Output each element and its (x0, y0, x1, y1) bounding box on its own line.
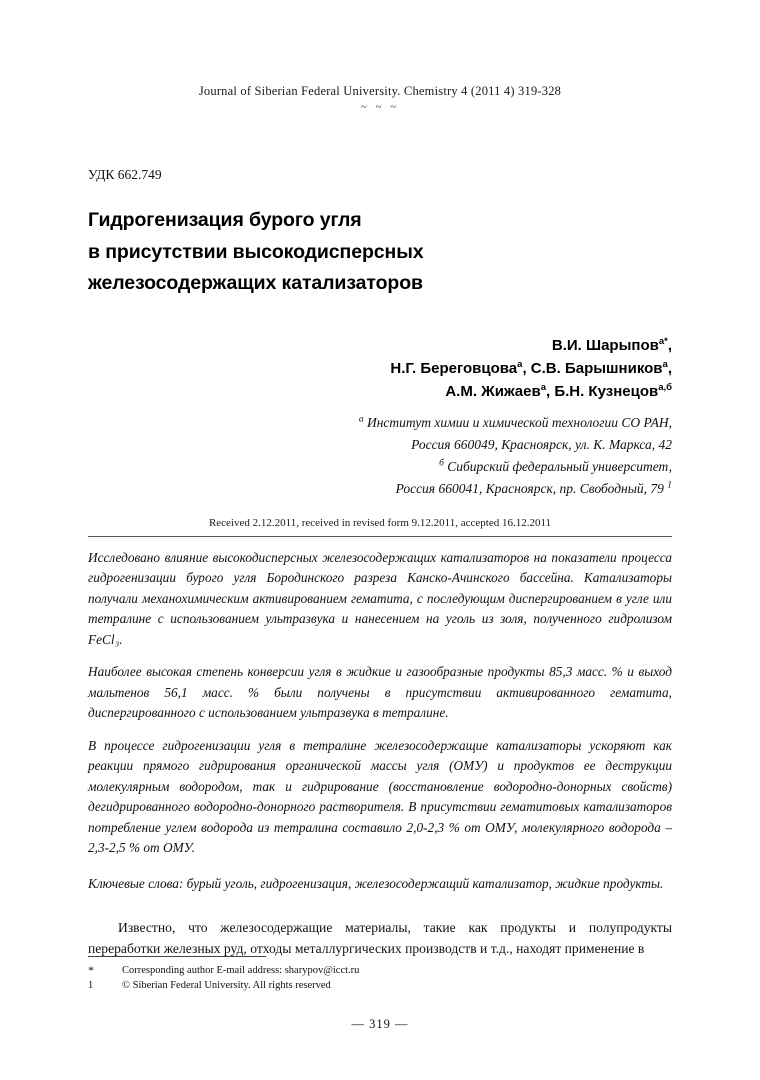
affiliation-a-line-1 (88, 412, 672, 434)
author-separator: , (667, 359, 672, 377)
author-separator: , (667, 336, 672, 354)
author-affil-marker: а* (658, 335, 668, 347)
footnote-marker: 1 (88, 980, 94, 992)
footnote-text: © Siberian Federal University. All rights reserved (122, 980, 331, 992)
footnote-rule (88, 956, 266, 957)
author-line-1 (88, 334, 672, 357)
footnote-marker: 1 (667, 480, 672, 491)
author-name: , С.В. Барышников (522, 359, 663, 377)
abstract-paragraph-2: Наиболее высокая степень конверсии угля в жидкие и газообразные продукты 85,3 масс. % и выход мальтенов 56,1 масс. % были получены в присутствии активированного гематита, диспергированного с использованием ультразвука в тетралине. (88, 664, 672, 721)
author-affil-marker: а (517, 358, 523, 370)
udk-code: УДК 662.749 (88, 167, 162, 182)
author-list (88, 334, 672, 404)
footnote-text: Corresponding author E-mail address: sharypov@icct.ru (122, 964, 360, 976)
affiliation-list (88, 412, 672, 499)
author-name: А.М. Жижаев (445, 383, 541, 401)
author-line-2 (88, 357, 672, 380)
ornament-divider: ~ ~ ~ (360, 101, 400, 113)
page-number: — 319 — (351, 1017, 409, 1031)
author-name: , Б.Н. Кузнецов (545, 383, 659, 401)
page-title (88, 205, 672, 300)
affiliation-b-line-2 (88, 478, 672, 500)
title-line-1: Гидрогенизация бурого угля (88, 209, 362, 231)
affiliation-b-line-1 (88, 456, 672, 478)
title-line-2: в присутствии высокодисперсных (88, 240, 424, 263)
received-dates: Received 2.12.2011, received in revised form 9.12.2011, accepted 16.12.2011 (208, 516, 552, 529)
author-affil-marker: а (662, 358, 668, 370)
affiliation-marker: б (439, 458, 444, 469)
journal-header: Journal of Siberian Federal University. Chemistry 4 (2011 4) 319-328 (198, 84, 562, 98)
affiliation-text: Сибирский федеральный университет, (447, 459, 672, 475)
author-name: В.И. Шарыпов (551, 336, 659, 354)
author-affil-marker: а (540, 382, 546, 394)
author-affil-marker: а,б (658, 382, 672, 394)
abstract-paragraph-1: Исследовано влияние высокодисперсных железосодержащих катализаторов на показатели процесса гидрогенизации бурого угля Бородинского разреза Канско-Ачинского бассейна. Катализаторы получали механохимическим активированием гематита, с последующим диспергированием в угле или тетралине с использованием ультразвука и нанесением на уголь из золя, полученного гидролизом FeCl₃. (88, 549, 672, 647)
footnote-copyright (88, 978, 672, 994)
body-paragraph: Известно, что железосодержащие материалы, такие как продукты и полупродукты переработки железных руд, отходы металлургических производств и т.д., находят применение в (88, 919, 672, 957)
abstract (88, 548, 672, 859)
title-line-3: железосодержащих катализаторов (88, 272, 423, 295)
footnote-marker: * (88, 962, 94, 977)
keywords: Ключевые слова: бурый уголь, гидрогенизация, железосодержащий катализатор, жидкие продукты. (88, 876, 664, 892)
affiliation-text: Институт химии и химической технологии СО РАН, (366, 415, 672, 431)
author-line-3 (88, 380, 672, 403)
abstract-paragraph-3: В процессе гидрогенизации угля в тетралине железосодержащие катализаторы ускоряют как реакции прямого гидрирования органической массы угля (ОМУ) и продуктов ее деструкции молекулярным водородом, так и гидрирование (восстановление водородно-донорных свойств) дегидрированного водородно-донорного растворителя. В присутствии гематитовых катализаторов потребление углем водорода из тетралина составило 2,0-2,3 % от ОМУ, молекулярного водорода – 2,3-2,5 % от ОМУ. (88, 737, 672, 856)
affiliation-marker: а (358, 414, 364, 425)
horizontal-rule (88, 536, 672, 537)
footnotes (88, 956, 672, 995)
affiliation-text: Россия 660041, Красноярск, пр. Свободный, 79 (395, 481, 664, 497)
affiliation-a-line-2: Россия 660049, Красноярск, ул. К. Маркса, 42 (411, 437, 672, 453)
author-name: Н.Г. Береговцова (390, 359, 518, 377)
footnote-corresponding-author (88, 963, 672, 979)
